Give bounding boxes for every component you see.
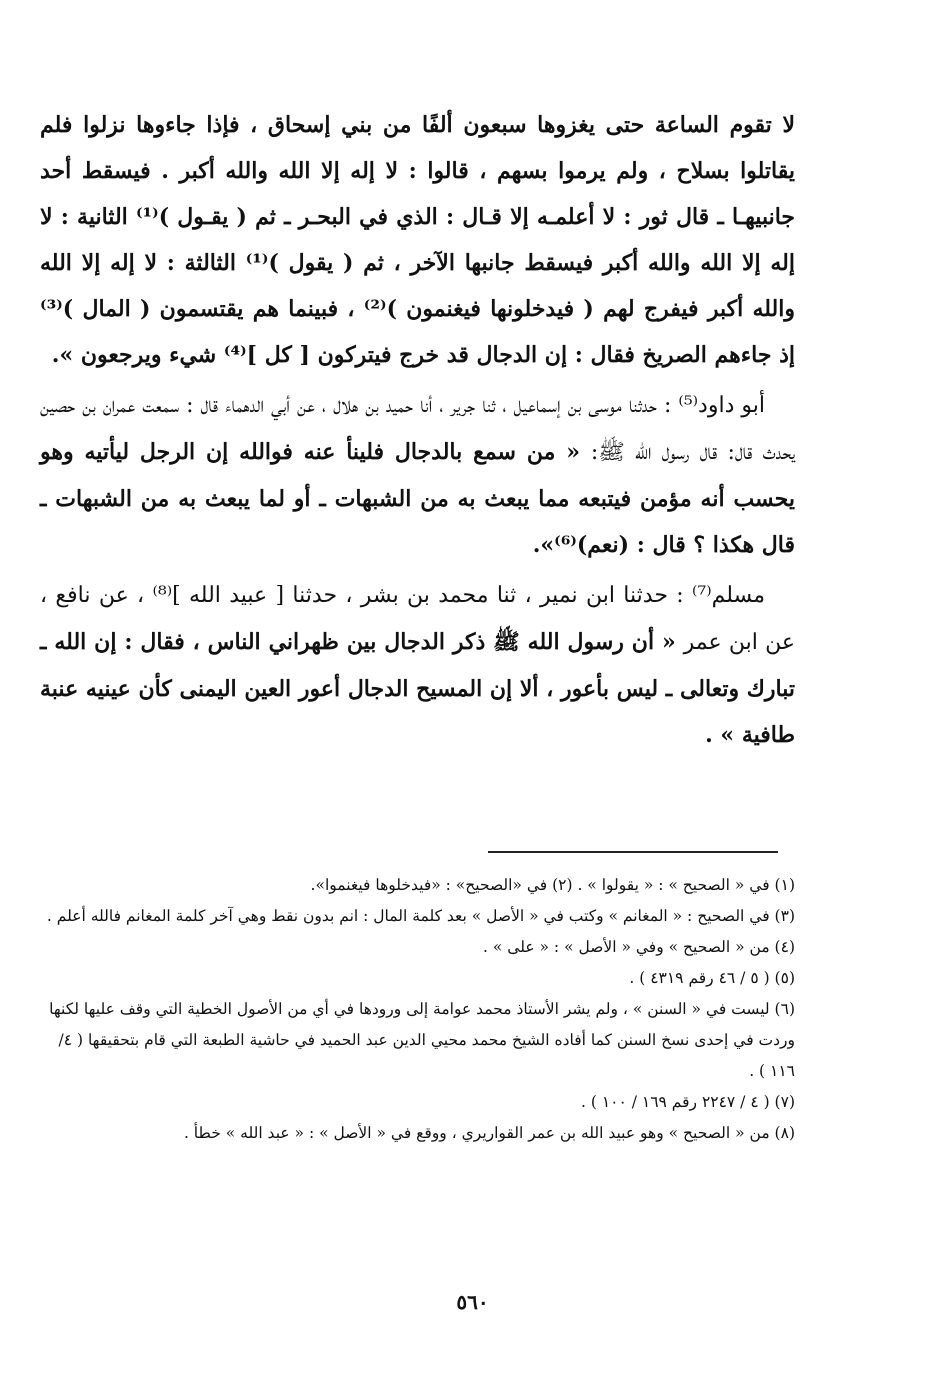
main-text	[40, 102, 795, 758]
hadith-paragraph-1	[40, 102, 795, 378]
footnote: (٤) من « الصحيح » وفي « الأصل » : « على » .	[483, 938, 795, 956]
hadith-paragraph-2	[40, 382, 795, 568]
footnote: (٦) ليست في « السنن » ، ولم يشر الأستاذ محمد عوامة إلى ورودها في أي من الأصول الخطية التي وقف عليها لكنها وردت في إحدى نسخ السنن كما أفاده الشيخ محمد محيي الدين عبد الحميد في حاشية الطبعة التي قام بتحقيقها ( ٤/ ١١٦ ) .	[49, 1000, 795, 1080]
footnote-separator	[488, 851, 778, 853]
hadith-text: « أن رسول الله ﷺ ذكر الدجال بين ظهراني الناس ، فقال : إن الله ـ تبارك وتعالى ـ ليس بأعور ، ألا إن المسيح الدجال أعور العين اليمنى كأن عينيه عنبة طافية » .	[40, 629, 795, 748]
footnote: (٧) ( ٤ / ٢٢٤٧ رقم ١٦٩ / ١٠٠ ) .	[580, 1093, 795, 1111]
hadith-text: لا تقوم الساعة حتى يغزوها سبعون ألفًا من بني إسحاق ، فإذا جاءوها نزلوا فلم يقاتلوا بسلاح ، ولم يرموا بسهم ، قالوا : لا إله إلا الله والله أكبر . فيسقط أحد جانبيهـا ـ قال ثور : لا أعلمـه إلا قـال : الذي في البحـر ـ ثم ( يقـول )⁽¹⁾ الثانية : لا إله إلا الله والله أكبر فيسقط جانبها الآخر ، ثم ( يقول )⁽¹⁾ الثالثة : لا إله إلا الله والله أكبر فيفرج لهم ( فيدخلونها فيغنمون )⁽²⁾ ، فبينما هم يقتسمون ( المال )⁽³⁾ إذ جاءهم الصريخ فقال : إن الدجال قد خرج فيتركون [ كل ]⁽⁴⁾ شيء ويرجعون ».	[40, 112, 796, 368]
footnote: (١) في « الصحيح » : « يقولوا » . (٢) في «الصحيح» : «فيدخلوها فيغنموا».	[310, 876, 795, 894]
isnad-text: مسلم⁽⁷⁾ : حدثنا ابن نمير ، ثنا محمد بن بشر ، حدثنا [ عبيد الله ]⁽⁸⁾ ، عن نافع ، عن ابن عمر	[40, 583, 795, 655]
hadith-text: « من سمع بالدجال فلينأ عنه فوالله إن الرجل ليأتيه وهو يحسب أنه مؤمن فيتبعه مما يبعث به من الشبهات ـ أو لما يبعث به من الشبهات ـ قال هكذا ؟ قال : (نعم)⁽⁶⁾».	[40, 439, 795, 558]
footnote: (٨) من « الصحيح » وهو عبيد الله بن عمر القواريري ، ووقع في « الأصل » : « عبد الله » خطأ .	[183, 1124, 795, 1142]
isnad-text: أبو داود⁽⁵⁾ : حدثنا موسى بن إسماعيل ، ثنا جرير ، أنا حميد بن هلال ، عن أبي الدهماء قال : سمعت عمران بن حصين يحدث قال: قال رسول الله ﷺ:	[40, 393, 795, 465]
footnotes	[40, 870, 795, 1149]
footnote: (٣) في الصحيح : « المغانم » وكتب في « الأصل » بعد كلمة المال : انم بدون نقط وهي آخر كلمة المغانم فالله أعلم .	[46, 907, 795, 925]
page-number: ٥٦٠	[456, 1290, 489, 1314]
hadith-paragraph-3	[40, 572, 795, 758]
footnote: (٥) ( ٥ / ٤٦ رقم ٤٣١٩ ) .	[629, 969, 795, 987]
